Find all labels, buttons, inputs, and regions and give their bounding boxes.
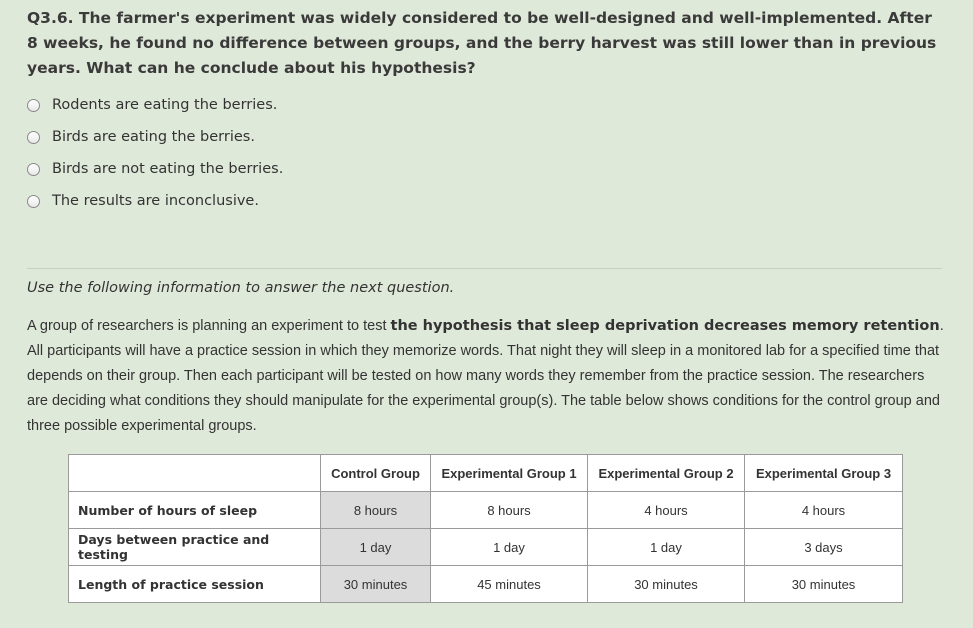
answer-options: [27, 89, 283, 217]
radio-icon[interactable]: [27, 99, 40, 112]
option-birds-not-eating[interactable]: [27, 153, 283, 185]
table-cell: 30 minutes: [745, 566, 903, 603]
table-header-row: [69, 455, 903, 492]
option-label[interactable]: The results are inconclusive.: [52, 193, 259, 209]
option-label[interactable]: Birds are eating the berries.: [52, 129, 255, 145]
option-label[interactable]: Rodents are eating the berries.: [52, 97, 278, 113]
row-label-practice-length: Length of practice session: [69, 566, 321, 603]
option-rodents[interactable]: [27, 89, 283, 121]
passage-text: [27, 314, 947, 439]
radio-icon[interactable]: [27, 163, 40, 176]
table-cell: 1 day: [588, 529, 745, 566]
table-cell: 30 minutes: [321, 566, 431, 603]
header-experimental-group-1: Experimental Group 1: [431, 455, 588, 492]
passage-before: A group of researchers is planning an experiment to test: [27, 318, 391, 334]
table-cell: 8 hours: [321, 492, 431, 529]
table-row: [69, 529, 903, 566]
table-cell: 1 day: [431, 529, 588, 566]
header-control-group: Control Group: [321, 455, 431, 492]
instruction-text: Use the following information to answer the next question.: [27, 280, 455, 296]
option-label[interactable]: Birds are not eating the berries.: [52, 161, 284, 177]
table-cell: 8 hours: [431, 492, 588, 529]
table-row: [69, 566, 903, 603]
table-cell: 3 days: [745, 529, 903, 566]
table-corner-cell: [69, 455, 321, 492]
question-text: Q3.6. The farmer's experiment was widely considered to be well-designed and well-implemented. After 8 weeks, he found no difference between groups, and the berry harvest was still lower than in previous years. What can he conclude about his hypothesis?: [27, 9, 937, 77]
passage-after: . All participants will have a practice session in which they memorize words. That night they will sleep in a monitored lab for a specified time that depends on their group. Then each participant will be tested on how many words they remember from the practice session. The researchers are deciding what conditions they should manipulate for the experimental group(s). The table below shows conditions for the control group and three possible experimental groups.: [27, 318, 944, 434]
section-divider: [27, 268, 942, 269]
option-inconclusive[interactable]: [27, 185, 283, 217]
table-cell: 4 hours: [745, 492, 903, 529]
row-label-hours-of-sleep: Number of hours of sleep: [69, 492, 321, 529]
table-row: [69, 492, 903, 529]
header-experimental-group-2: Experimental Group 2: [588, 455, 745, 492]
option-birds-eating[interactable]: [27, 121, 283, 153]
passage-hypothesis: the hypothesis that sleep deprivation decreases memory retention: [390, 318, 940, 334]
table-cell: 45 minutes: [431, 566, 588, 603]
table-cell: 30 minutes: [588, 566, 745, 603]
table-cell: 4 hours: [588, 492, 745, 529]
conditions-table: [68, 454, 903, 603]
radio-icon[interactable]: [27, 131, 40, 144]
radio-icon[interactable]: [27, 195, 40, 208]
row-label-days-between: Days between practice and testing: [69, 529, 321, 566]
table-cell: 1 day: [321, 529, 431, 566]
header-experimental-group-3: Experimental Group 3: [745, 455, 903, 492]
